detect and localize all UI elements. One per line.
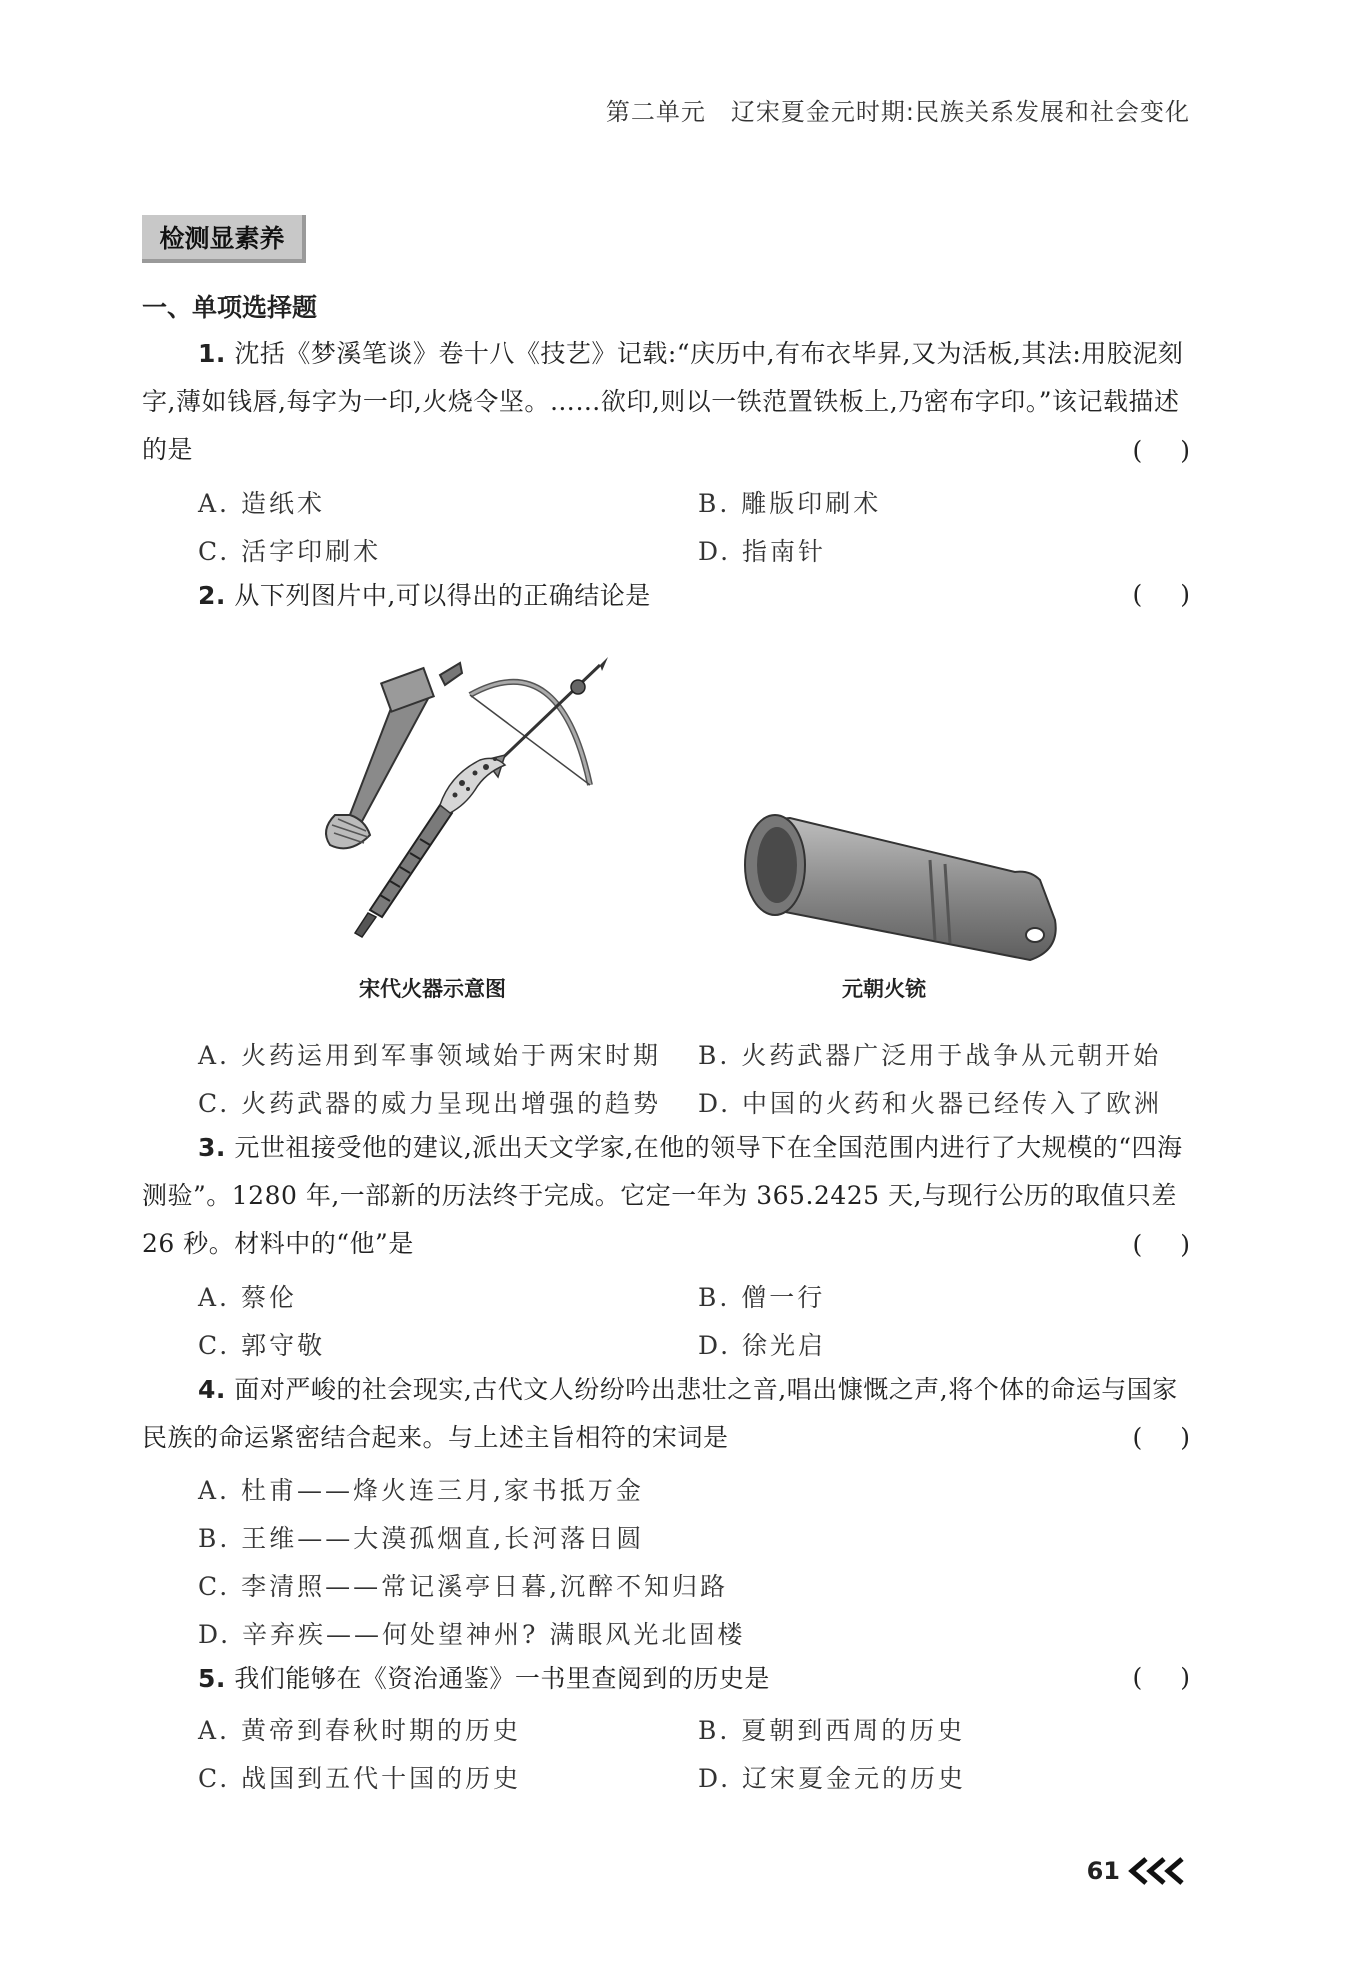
option-c: C. 火药武器的威力呈现出增强的趋势 bbox=[198, 1089, 662, 1118]
question-text: 沈括《梦溪笔谈》卷十八《技艺》记载:“庆历中,有布衣毕昇,又为活板,其法:用胶泥刻字,薄如钱唇,每字为一印,火烧令坚。……欲印,则以一铁范置铁板上,乃密布字印。”该记载描述的是 bbox=[142, 339, 1184, 464]
question-1 bbox=[142, 330, 1190, 474]
option-d: D. 中国的火药和火器已经传入了欧洲 bbox=[698, 1089, 1163, 1118]
option-b: B. 雕版印刷术 bbox=[698, 489, 882, 518]
answer-bracket: ( ) bbox=[1132, 436, 1190, 465]
section-badge: 检测显素养 bbox=[142, 215, 306, 263]
answer-bracket: ( ) bbox=[1132, 1423, 1190, 1452]
question-text: 从下列图片中,可以得出的正确结论是 bbox=[234, 581, 651, 610]
option-d: D. 指南针 bbox=[698, 537, 827, 566]
option-a: A. 杜甫——烽火连三月,家书抵万金 bbox=[198, 1476, 644, 1505]
option-c: C. 活字印刷术 bbox=[198, 537, 382, 566]
option-c: C. 郭守敬 bbox=[198, 1331, 326, 1360]
figure-caption-song: 宋代火器示意图 bbox=[359, 977, 506, 1001]
question-number: 3. bbox=[198, 1133, 226, 1162]
option-a: A. 火药运用到军事领域始于两宋时期 bbox=[198, 1041, 661, 1070]
subsection-title: 一、单项选择题 bbox=[142, 293, 318, 322]
question-text: 元世祖接受他的建议,派出天文学家,在他的领导下在全国范围内进行了大规模的“四海测验”。1280 年,一部新的历法终于完成。它定一年为 365.2425 天,与现行公历的取值只差 26 秒。材料中的“他”是 bbox=[142, 1133, 1183, 1258]
option-a: A. 蔡伦 bbox=[198, 1283, 297, 1312]
question-text: 我们能够在《资治通鉴》一书里查阅到的历史是 bbox=[234, 1664, 770, 1693]
option-c: C. 李清照——常记溪亭日暮,沉醉不知归路 bbox=[198, 1572, 729, 1601]
question-5 bbox=[142, 1655, 1190, 1703]
question-number: 2. bbox=[198, 581, 226, 610]
question-number: 5. bbox=[198, 1664, 226, 1693]
triple-chevron-left-icon bbox=[1126, 1856, 1192, 1886]
question-4 bbox=[142, 1366, 1190, 1462]
option-b: B. 王维——大漠孤烟直,长河落日圆 bbox=[198, 1524, 645, 1553]
option-a: A. 造纸术 bbox=[198, 489, 325, 518]
answer-bracket: ( ) bbox=[1132, 1663, 1190, 1692]
option-b: B. 僧一行 bbox=[698, 1283, 826, 1312]
option-b: B. 火药武器广泛用于战争从元朝开始 bbox=[698, 1041, 1162, 1070]
option-c: C. 战国到五代十国的历史 bbox=[198, 1764, 522, 1793]
figure-caption-yuan: 元朝火铳 bbox=[842, 977, 926, 1001]
yuan-hand-cannon-illustration bbox=[730, 800, 1070, 980]
answer-bracket: ( ) bbox=[1132, 1230, 1190, 1259]
option-d: D. 辽宋夏金元的历史 bbox=[698, 1764, 967, 1793]
question-2 bbox=[142, 572, 1190, 620]
option-b: B. 夏朝到西周的历史 bbox=[698, 1716, 966, 1745]
answer-bracket: ( ) bbox=[1132, 580, 1190, 609]
song-firearms-illustration bbox=[290, 655, 630, 955]
question-number: 1. bbox=[198, 339, 226, 368]
option-a: A. 黄帝到春秋时期的历史 bbox=[198, 1716, 521, 1745]
option-d: D. 辛弃疾——何处望神州? 满眼风光北固楼 bbox=[198, 1620, 746, 1649]
question-3 bbox=[142, 1124, 1190, 1268]
running-header: 第二单元 辽宋夏金元时期:民族关系发展和社会变化 bbox=[605, 98, 1190, 126]
question-number: 4. bbox=[198, 1375, 226, 1404]
question-text: 面对严峻的社会现实,古代文人纷纷吟出悲壮之音,唱出慷慨之声,将个体的命运与国家民族的命运紧密结合起来。与上述主旨相符的宋词是 bbox=[142, 1375, 1178, 1452]
option-d: D. 徐光启 bbox=[698, 1331, 827, 1360]
page-number: 61 bbox=[1086, 1857, 1120, 1885]
